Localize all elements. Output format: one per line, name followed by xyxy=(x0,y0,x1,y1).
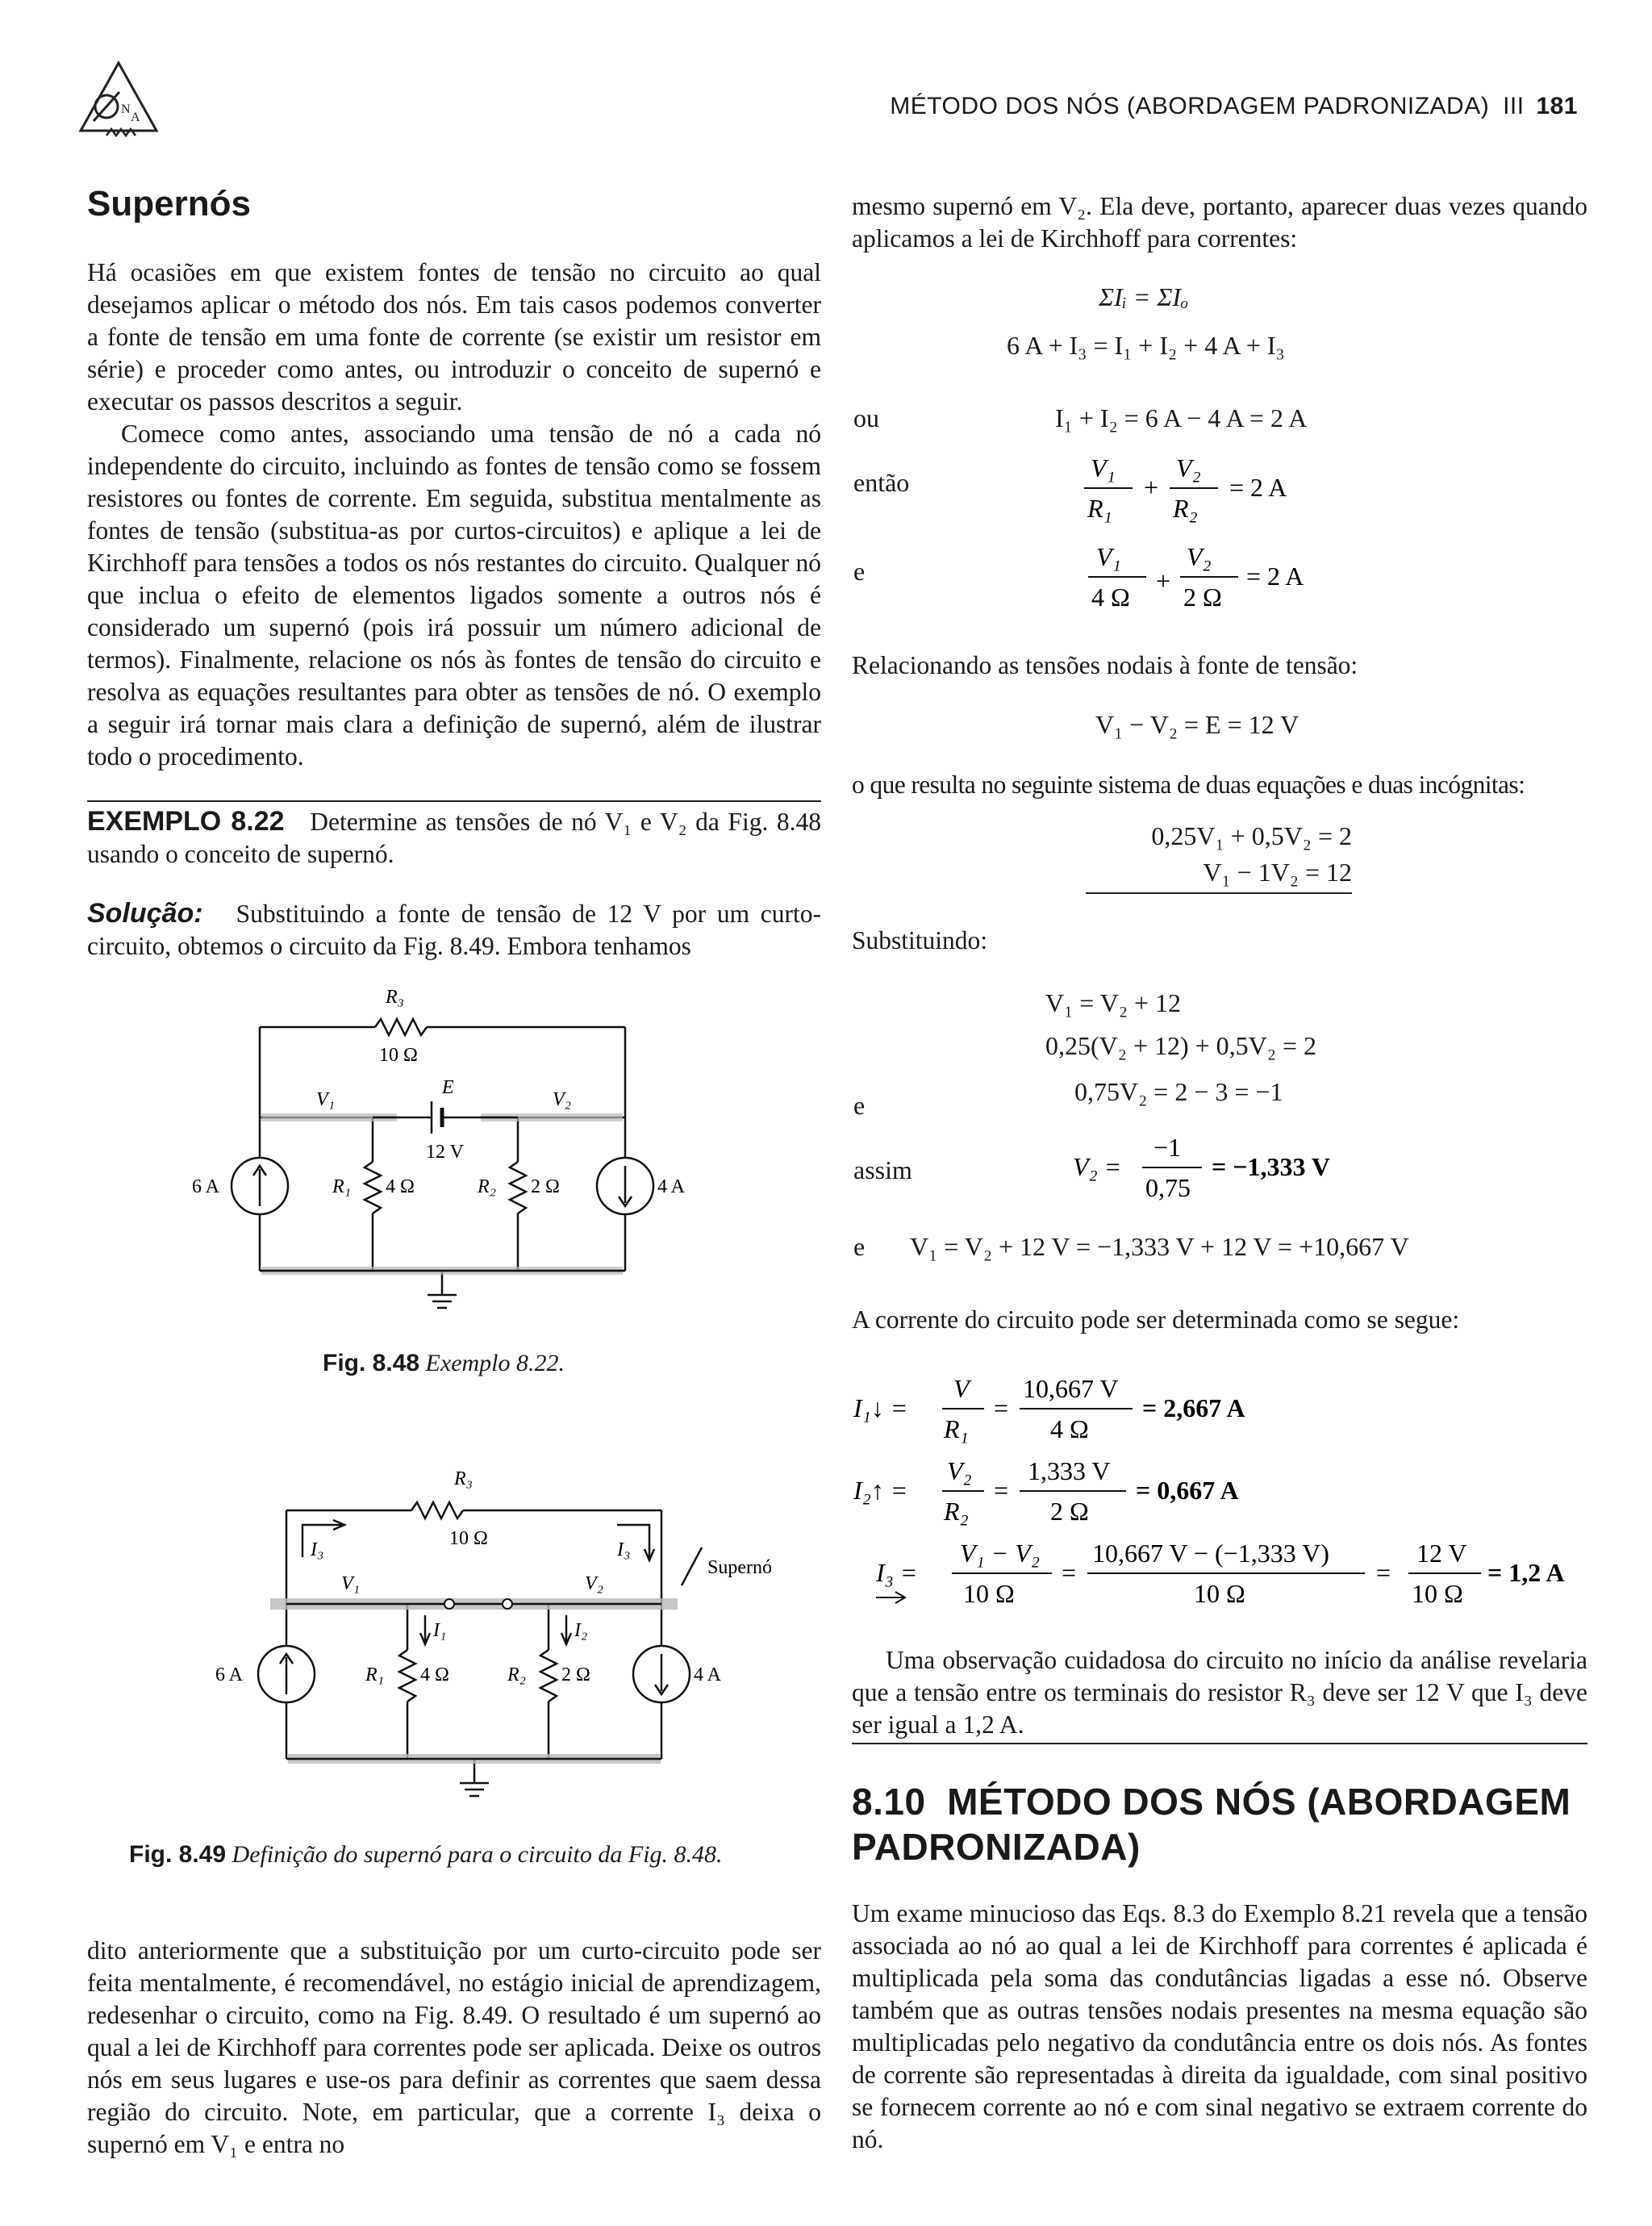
sys-text-block xyxy=(852,769,1587,801)
figure-8-49-circuit xyxy=(198,1420,778,1807)
i2-f1-num: V₂ xyxy=(947,1456,972,1485)
example-label: EXEMPLO 8.22 xyxy=(87,806,285,837)
i3-lhs: I₃ = xyxy=(876,1558,918,1587)
svg-text:=: = xyxy=(994,1476,1009,1505)
fig48-r2-value: 2 Ω xyxy=(531,1176,560,1197)
example-text: Determine as tensões de nó V₁ e V₂ da Fig. 8.48 usando o conceito de supernó. xyxy=(87,808,821,868)
equation-entao xyxy=(1081,448,1355,528)
paragraph-supernode-intro: Há ocasiões em que existem fontes de tensão no circuito ao qual desejamos aplicar o método dos nós. Em tais casos podemos converter a fonte de tensão em uma fonte de corrente (se existir um resistor em série) e proceder como antes, ou introduzir o conceito de supernó e executar os passos descritos a seguir. xyxy=(87,258,821,416)
svg-text:=: = xyxy=(1062,1558,1077,1587)
svg-text:A: A xyxy=(131,111,140,124)
running-title: MÉTODO DOS NÓS (ABORDAGEM PADRONIZADA) xyxy=(890,93,1490,119)
fig48-caption xyxy=(323,1350,565,1377)
fig49-source-left: 6 A xyxy=(215,1664,244,1685)
fig49-supernode-label: Supernó xyxy=(707,1557,772,1578)
fig49-i3-right: I₃ xyxy=(617,1539,631,1560)
i2-lhs: I₂↑ = xyxy=(853,1476,908,1505)
page-number: 181 xyxy=(1536,93,1578,119)
i1-f1-num: V xyxy=(953,1374,970,1403)
i1-f2-num: 10,667 V xyxy=(1023,1374,1119,1403)
fig49-r2-value: 2 Ω xyxy=(561,1664,590,1685)
section-rule xyxy=(852,1743,1587,1744)
word-assim: assim xyxy=(853,1155,912,1184)
i3-f3-num: 12 V xyxy=(1416,1539,1467,1568)
paragraph-kcl-intro: mesmo supernó em V₂. Ela deve, portanto, aparecer duas vezes quando aplicamos a lei de Kirchhoff para correntes: xyxy=(852,192,1587,253)
sub-text-block xyxy=(852,925,1587,957)
equation-e1 xyxy=(1085,537,1359,617)
i1-f2-den: 4 Ω xyxy=(1050,1414,1089,1443)
fig49-source-right: 4 A xyxy=(694,1664,722,1685)
paragraph-system: o que resulta no seguinte sistema de duas equações e duas incógnitas: xyxy=(852,771,1525,799)
equation-sub-1: V₁ = V₂ + 12 xyxy=(1045,988,1182,1017)
equation-sub-3: 0,75V₂ = 2 − 3 = −1 xyxy=(1074,1077,1283,1106)
frac-4ohm: 4 Ω xyxy=(1091,583,1130,612)
fig48-source-right: 4 A xyxy=(657,1176,686,1197)
equation-assim xyxy=(1073,1126,1395,1206)
assim-den: 0,75 xyxy=(1145,1173,1191,1202)
paragraph-standard-approach: Um exame minucioso das Eqs. 8.3 do Exemplo 8.21 revela que a tensão associada ao nó ao qual a lei de Kirchhoff para correntes é aplicada é multiplicada pela soma das condutâncias ligadas a esse nó. Observe também que as outras tensões nodais presentes na mesma equação são multiplicadas pelo negativo da condutância entre os dois nós. As fontes de corrente são representadas à direita da igualdade, com sinal positivo se fornecem corrente ao nó e com sinal negativo se extraem corrente do nó. xyxy=(852,1899,1587,2153)
word-ou: ou xyxy=(853,403,879,432)
fig48-v2-label: V₂ xyxy=(553,1089,572,1110)
frac-v1: V₁ xyxy=(1091,453,1116,482)
i1-lhs: I₁↓ = xyxy=(853,1393,908,1422)
equation-ou: I₁ + I₂ = 6 A − 4 A = 2 A xyxy=(1055,403,1308,432)
fig49-r1-value: 4 Ω xyxy=(420,1664,449,1685)
i2-f1-den: R₂ xyxy=(944,1497,969,1526)
fig48-v1-label: V₁ xyxy=(316,1089,336,1110)
i3-f1-num: V₁ − V₂ xyxy=(960,1539,1040,1568)
assim-lhs: V₂ = xyxy=(1073,1152,1122,1181)
paragraph-supernode-procedure: Comece como antes, associando uma tensão de nó a cada nó independente do circuito, incluindo as fontes de tensão como se fossem resistores ou fontes de corrente. Em seguida, substitua mentalmente as fontes de tensão (substitua-as por curtos-circuitos) e aplique a lei de Kirchhoff para tensões a todos os nós restantes do circuito. Qualquer nó que inclua o efeito de elementos ligados somente a outros nós é considerado um supernó (pois irá possuir um número adicional de termos). Finalmente, relacione os nós às fontes de tensão do circuito e resolva as equações resultantes para obter as tensões de nó. O exemplo a seguir irá tornar mais clara a definição de supernó, além de ilustrar todo o procedimento. xyxy=(87,420,821,771)
assim-num: −1 xyxy=(1153,1133,1182,1162)
left-bottom-text xyxy=(87,1935,821,2161)
paragraph-observation: Uma observação cuidadosa do circuito no início da análise revelaria que a tensão entre os terminais do resistor R₃ deve ser 12 V que I₃ deve ser igual a 1,2 A. xyxy=(852,1646,1587,1739)
section-8-10-title: MÉTODO DOS NÓS (ABORDAGEM PADRONIZADA) xyxy=(852,1781,1571,1868)
i2-f2-num: 1,333 V xyxy=(1028,1456,1111,1485)
section-title: Supernós xyxy=(87,184,251,223)
word-e2: e xyxy=(853,1091,866,1120)
right-intro xyxy=(852,190,1587,255)
example-rule xyxy=(87,800,821,802)
fig49-r2-label: R₂ xyxy=(507,1664,527,1685)
fig49-v1-label: V₁ xyxy=(341,1573,361,1594)
svg-text:+: + xyxy=(1144,473,1159,502)
i1-rhs: = 2,667 A xyxy=(1142,1393,1245,1422)
fig49-r1-label: R₁ xyxy=(365,1664,385,1685)
equation-kcl: 6 A + I₃ = I₁ + I₂ + 4 A + I₃ xyxy=(1007,331,1285,360)
fig48-r3-label: R₃ xyxy=(386,987,405,1008)
solution-block xyxy=(87,897,821,963)
entao-rhs: = 2 A xyxy=(1229,473,1287,502)
fig49-caption-number: Fig. 8.49 xyxy=(129,1841,227,1868)
section-8-10-number: 8.10 xyxy=(852,1781,926,1823)
i3-f2-den: 10 Ω xyxy=(1194,1579,1245,1608)
paragraph-current: A corrente do circuito pode ser determinada como se segue: xyxy=(852,1305,1460,1334)
fig49-v2-label: V₂ xyxy=(585,1573,604,1594)
logo-icon xyxy=(74,56,163,145)
fig48-caption-text: Exemplo 8.22. xyxy=(425,1350,565,1376)
word-e1: e xyxy=(853,557,866,586)
fig48-e-label: E xyxy=(442,1077,454,1098)
cur-text-block xyxy=(852,1304,1587,1336)
section-8-10-heading xyxy=(852,1779,1587,1869)
fig49-r3-value: 10 Ω xyxy=(449,1528,488,1549)
solution-label: Solução: xyxy=(87,898,203,929)
assim-rhs: = −1,333 V xyxy=(1212,1152,1330,1181)
fig49-r3-label: R₃ xyxy=(454,1468,473,1489)
fig49-caption-text: Definição do supernó para o circuito da Fig. 8.48. xyxy=(232,1841,723,1868)
svg-text:=: = xyxy=(1376,1558,1391,1587)
example-block xyxy=(87,805,821,871)
obs-block xyxy=(852,1644,1587,1741)
figure-8-48-circuit xyxy=(186,972,686,1327)
left-text-block xyxy=(87,257,821,773)
equation-sub-2: 0,25(V₂ + 12) + 0,5V₂ = 2 xyxy=(1045,1031,1316,1060)
paragraph-substituting: Substituindo: xyxy=(852,926,988,954)
running-head xyxy=(890,93,1578,120)
fig49-i2-label: I₂ xyxy=(574,1620,588,1641)
fig49-i1-label: I₁ xyxy=(433,1620,447,1641)
i3-rhs: = 1,2 A xyxy=(1487,1558,1565,1587)
svg-text:=: = xyxy=(994,1393,1009,1422)
rel-text-block xyxy=(852,649,1587,682)
running-separator: III xyxy=(1503,93,1525,119)
i2-f2-den: 2 Ω xyxy=(1050,1497,1089,1526)
equation-relation: V₁ − V₂ = E = 12 V xyxy=(1095,710,1299,739)
equation-v1-result: V₁ = V₂ + 12 V = −1,333 V + 12 V = +10,667 V xyxy=(910,1232,1409,1261)
fig49-i3-left: I₃ xyxy=(311,1539,324,1560)
e1-rhs: = 2 A xyxy=(1246,562,1304,591)
fig48-caption-number: Fig. 8.48 xyxy=(323,1350,420,1376)
fig48-r1-label: R₁ xyxy=(332,1176,352,1197)
word-entao: então xyxy=(853,468,910,497)
fig48-r2-label: R₂ xyxy=(478,1176,497,1197)
frac-v1-b: V₁ xyxy=(1096,542,1121,571)
system-eq-1: 0,25V₁ + 0,5V₂ = 2 xyxy=(1151,821,1352,850)
equation-system xyxy=(1086,821,1352,894)
solution-text: Substituindo a fonte de tensão de 12 V por um curto-circuito, obtemos o circuito da Fig. 8.49. Embora tenhamos xyxy=(87,900,821,960)
frac-r1: R₁ xyxy=(1087,494,1112,523)
frac-v2-b: V₂ xyxy=(1187,542,1212,571)
word-e3: e xyxy=(853,1232,866,1261)
system-rule xyxy=(1086,892,1352,894)
fig48-r1-value: 4 Ω xyxy=(386,1176,415,1197)
fig49-caption xyxy=(129,1841,723,1869)
i2-rhs: = 0,667 A xyxy=(1136,1476,1239,1505)
frac-2ohm: 2 Ω xyxy=(1183,583,1222,612)
equation-currents xyxy=(852,1364,1594,1622)
i3-f3-den: 10 Ω xyxy=(1412,1579,1463,1608)
fig48-r3-value: 10 Ω xyxy=(379,1045,418,1066)
system-eq-2: V₁ − 1V₂ = 12 xyxy=(1203,858,1352,887)
frac-r2: R₂ xyxy=(1173,494,1198,523)
fig48-source-left: 6 A xyxy=(192,1176,220,1197)
fig48-e-value: 12 V xyxy=(426,1142,464,1163)
paragraph-relating: Relacionando as tensões nodais à fonte de tensão: xyxy=(852,651,1358,679)
paragraph-supernode-redraw: dito anteriormente que a substituição por um curto-circuito pode ser feita mentalmente, é recomendável, no estágio inicial de aprendizagem, redesenhar o circuito, como na Fig. 8.49. O resultado é um supernó ao qual a lei de Kirchhoff para correntes pode ser aplicada. Deixe os outros nós em seus lugares e use-os para definir as correntes que saem dessa região do circuito. Note, em particular, que a corrente I₃ deixa o supernó em V₁ e entra no xyxy=(87,1936,821,2158)
i3-f1-den: 10 Ω xyxy=(963,1579,1015,1608)
final-block xyxy=(852,1898,1587,2156)
equation-sum: ΣIᵢ = ΣIₒ xyxy=(1099,282,1189,311)
i1-f1-den: R₁ xyxy=(944,1414,969,1443)
frac-v2: V₂ xyxy=(1176,453,1201,482)
i3-f2-num: 10,667 V − (−1,333 V) xyxy=(1092,1539,1329,1568)
svg-text:+: + xyxy=(1156,566,1171,595)
svg-text:N: N xyxy=(121,102,131,116)
